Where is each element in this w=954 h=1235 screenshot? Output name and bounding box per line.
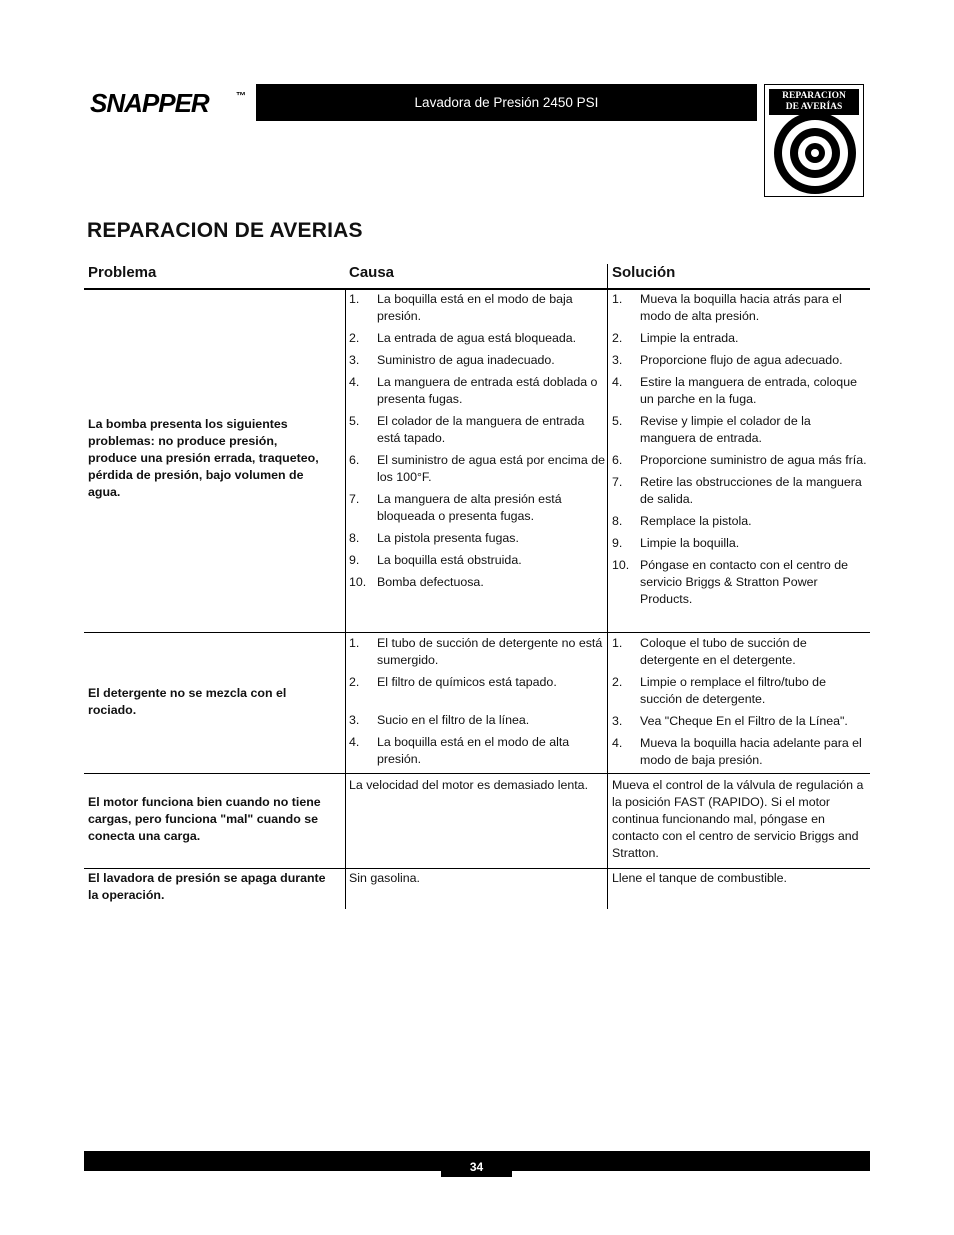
problem-text: El motor funciona bien cuando no tiene cargas, pero funciona "mal" cuando se conecta una carga. bbox=[88, 795, 321, 843]
column-header-cause: Causa bbox=[349, 264, 395, 281]
list-item-text: Estire la manguera de entrada, coloque un parche en la fuga. bbox=[640, 375, 857, 406]
list-item-text: La manguera de alta presión está bloqueada o presenta fugas. bbox=[377, 492, 562, 523]
list-item-number: 4. bbox=[349, 735, 360, 749]
list-item-text: La entrada de agua está bloqueada. bbox=[377, 331, 577, 345]
solution-text: Llene el tanque de combustible. bbox=[612, 871, 787, 885]
list-item-number: 7. bbox=[349, 492, 360, 506]
list-item bbox=[612, 352, 868, 369]
badge-title-line1: REPARACION bbox=[782, 91, 846, 101]
solution-text: Mueva el control de la válvula de regulación a la posición FAST (RAPIDO). Si el motor continua funcionando mal, póngase en contacto con el centro de servicio Briggs and Stratton. bbox=[612, 778, 864, 860]
list-item bbox=[349, 674, 605, 691]
list-item bbox=[349, 452, 605, 486]
list-item-text: La manguera de entrada está doblada o presenta fugas. bbox=[377, 375, 598, 406]
list-item bbox=[349, 712, 605, 729]
list-item-number: 6. bbox=[612, 453, 623, 467]
list-item-text: Vea "Cheque En el Filtro de la Línea". bbox=[640, 714, 848, 728]
list-item-text: Póngase en contacto con el centro de servicio Briggs & Stratton Power Products. bbox=[640, 558, 849, 606]
list-item-text: Mueva la boquilla hacia adelante para el modo de baja presión. bbox=[640, 736, 862, 767]
list-item bbox=[349, 330, 605, 347]
list-item-text: La boquilla está en el modo de baja presión. bbox=[377, 292, 573, 323]
list-item bbox=[349, 352, 605, 369]
list-item-number: 3. bbox=[349, 353, 360, 367]
list-item-text: El tubo de succión de detergente no está sumergido. bbox=[377, 636, 603, 667]
list-item bbox=[349, 413, 605, 447]
list-item-text: La boquilla está en el modo de alta presión. bbox=[377, 735, 570, 766]
problem-text: La bomba presenta los siguientes problemas: no produce presión, produce una presión errada, traqueteo, pérdida de presión, bajo volumen de agua. bbox=[88, 417, 319, 499]
list-item bbox=[612, 557, 868, 608]
snapper-logo bbox=[90, 88, 250, 118]
list-item bbox=[349, 291, 605, 325]
list-item-text: Sucio en el filtro de la línea. bbox=[377, 713, 530, 727]
list-item-text: Proporcione suministro de agua más fría. bbox=[640, 453, 867, 467]
cause-text: Sin gasolina. bbox=[349, 871, 420, 885]
list-item bbox=[349, 574, 605, 591]
table-header-rule bbox=[84, 288, 870, 290]
list-item-number: 3. bbox=[349, 713, 360, 727]
list-item-number: 8. bbox=[349, 531, 360, 545]
list-item-text: Limpie o remplace el filtro/tubo de succión de detergente. bbox=[640, 675, 826, 706]
list-item bbox=[349, 734, 605, 768]
list-item bbox=[612, 474, 868, 508]
list-item bbox=[349, 491, 605, 525]
list-item-number: 8. bbox=[612, 514, 623, 528]
list-item-text: Revise y limpie el colador de la manguera de entrada. bbox=[640, 414, 811, 445]
list-item bbox=[612, 513, 868, 530]
list-item-number: 1. bbox=[612, 292, 623, 306]
list-item-number: 1. bbox=[349, 636, 360, 650]
list-item-number: 2. bbox=[612, 331, 623, 345]
list-item-text: El suministro de agua está por encima de los 100°F. bbox=[377, 453, 605, 484]
document-title: Lavadora de Presión 2450 PSI bbox=[414, 95, 599, 110]
list-item-number: 5. bbox=[349, 414, 360, 428]
list-item-number: 5. bbox=[612, 414, 623, 428]
list-item-number: 4. bbox=[612, 375, 623, 389]
problem-text: El lavadora de presión se apaga durante la operación. bbox=[88, 871, 326, 902]
list-item-number: 2. bbox=[349, 675, 360, 689]
list-item-number: 1. bbox=[349, 292, 360, 306]
list-item-number: 10. bbox=[612, 558, 630, 572]
list-item-text: Limpie la entrada. bbox=[640, 331, 739, 345]
trademark-mark: ™ bbox=[236, 91, 246, 102]
page-title: REPARACION DE AVERIAS bbox=[87, 219, 363, 242]
list-item-text: Mueva la boquilla hacia atrás para el modo de alta presión. bbox=[640, 292, 842, 323]
list-item bbox=[349, 552, 605, 569]
list-item bbox=[349, 635, 605, 669]
list-item-text: La pistola presenta fugas. bbox=[377, 531, 519, 545]
list-item-number: 1. bbox=[612, 636, 623, 650]
list-item bbox=[612, 452, 868, 469]
list-item-text: Proporcione flujo de agua adecuado. bbox=[640, 353, 843, 367]
header-title-bar bbox=[256, 84, 757, 121]
list-item-number: 2. bbox=[349, 331, 360, 345]
list-item-text: Limpie la boquilla. bbox=[640, 536, 740, 550]
list-item-text: El filtro de químicos está tapado. bbox=[377, 675, 557, 689]
list-item bbox=[349, 374, 605, 408]
list-item-text: Retire las obstrucciones de la manguera de salida. bbox=[640, 475, 862, 506]
section-badge bbox=[764, 84, 864, 197]
solution-list bbox=[612, 291, 868, 613]
list-item-number: 3. bbox=[612, 353, 623, 367]
list-item bbox=[612, 635, 868, 669]
list-item bbox=[612, 330, 868, 347]
list-item-text: La boquilla está obstruida. bbox=[377, 553, 522, 567]
list-item bbox=[612, 535, 868, 552]
badge-title-line2: DE AVERÍAS bbox=[785, 102, 843, 112]
list-item bbox=[612, 413, 868, 447]
list-item-number: 7. bbox=[612, 475, 623, 489]
solution-list bbox=[612, 635, 868, 774]
column-header-problem: Problema bbox=[88, 264, 157, 281]
column-header-solution: Solución bbox=[612, 264, 676, 281]
row-divider bbox=[84, 868, 870, 869]
list-item bbox=[612, 674, 868, 708]
column-divider bbox=[607, 264, 608, 909]
list-item-text: Coloque el tubo de succión de detergente en el detergente. bbox=[640, 636, 807, 667]
list-item-number: 3. bbox=[612, 714, 623, 728]
list-item-number: 9. bbox=[349, 553, 360, 567]
cause-list bbox=[349, 635, 605, 773]
list-item-text: Suministro de agua inadecuado. bbox=[377, 353, 555, 367]
cause-text: La velocidad del motor es demasiado lenta. bbox=[349, 778, 589, 792]
list-item-text: Remplace la pistola. bbox=[640, 514, 752, 528]
list-item-number: 10. bbox=[349, 575, 367, 589]
target-icon bbox=[765, 85, 865, 198]
list-item bbox=[612, 291, 868, 325]
list-item-number: 9. bbox=[612, 536, 623, 550]
list-item bbox=[349, 530, 605, 547]
list-item bbox=[612, 374, 868, 408]
brand-name: SNAPPER bbox=[90, 88, 209, 118]
problem-text: El detergente no se mezcla con el rociado. bbox=[88, 686, 287, 717]
list-item-number: 2. bbox=[612, 675, 623, 689]
list-item-number: 6. bbox=[349, 453, 360, 467]
list-item-text: Bomba defectuosa. bbox=[377, 575, 484, 589]
list-item bbox=[612, 735, 868, 769]
page-number: 34 bbox=[441, 1151, 512, 1177]
list-item-text: El colador de la manguera de entrada está tapado. bbox=[377, 414, 585, 445]
column-divider bbox=[345, 290, 346, 909]
list-item-number: 4. bbox=[349, 375, 360, 389]
row-divider bbox=[84, 632, 870, 633]
cause-list bbox=[349, 291, 605, 596]
list-item bbox=[612, 713, 868, 730]
list-item-number: 4. bbox=[612, 736, 623, 750]
